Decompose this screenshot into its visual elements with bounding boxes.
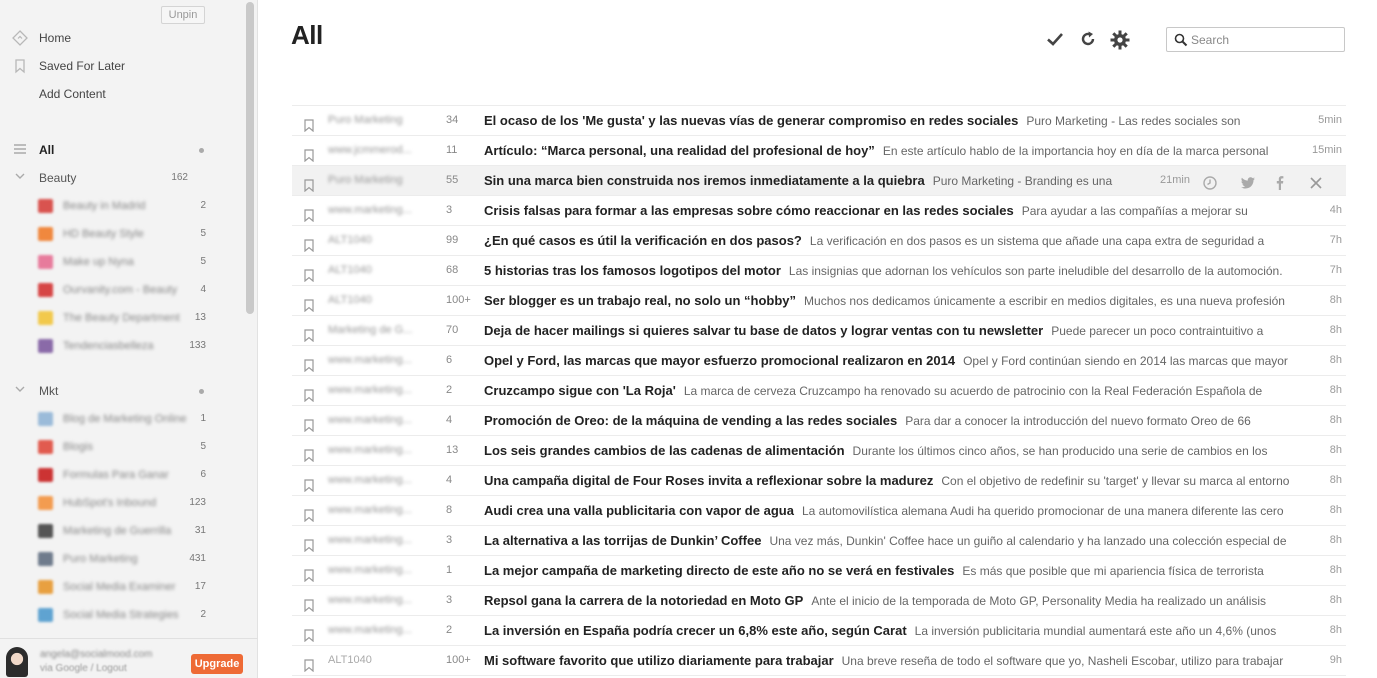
feed-count: 6 bbox=[200, 469, 206, 480]
article-title[interactable]: Cruzcampo sigue con 'La Roja' bbox=[484, 383, 676, 398]
group-count: 162 bbox=[171, 172, 188, 183]
article-age: 8h bbox=[1329, 594, 1342, 606]
search-input[interactable] bbox=[1191, 31, 1339, 48]
feed-favicon-icon bbox=[38, 468, 53, 482]
bookmark-icon[interactable] bbox=[304, 504, 314, 517]
article-row[interactable] bbox=[292, 496, 1346, 526]
feed-item[interactable] bbox=[0, 336, 240, 356]
gear-icon bbox=[1110, 34, 1130, 54]
article-source[interactable]: www.marketing... bbox=[328, 414, 412, 426]
account-logout-link[interactable]: via Google / Logout bbox=[40, 663, 127, 674]
article-text[interactable] bbox=[484, 136, 1302, 166]
feed-favicon-icon bbox=[38, 283, 53, 297]
feed-name: Social Media Examiner bbox=[63, 581, 176, 593]
article-title[interactable]: La mejor campaña de marketing directo de este año no se verá en festivales bbox=[484, 563, 955, 578]
bookmark-icon[interactable] bbox=[304, 204, 314, 217]
article-source[interactable]: ALT1040 bbox=[328, 264, 372, 276]
article-row[interactable] bbox=[292, 466, 1346, 496]
account-email: angela@socialmood.com bbox=[40, 649, 153, 660]
article-snippet: Las insignias que adornan los vehículos son parte ineludible del desarrollo de la automoción. bbox=[788, 264, 1283, 278]
article-source[interactable]: www.marketing... bbox=[328, 624, 412, 636]
feed-item[interactable] bbox=[0, 252, 240, 272]
article-title[interactable]: La alternativa a las torrijas de Dunkin’ Coffee bbox=[484, 533, 762, 548]
article-age: 7h bbox=[1329, 264, 1342, 276]
refresh-button[interactable] bbox=[1077, 30, 1099, 52]
article-snippet: La marca de cerveza Cruzcampo ha renovado su acuerdo de patrocinio con la Real Federación Española de bbox=[683, 384, 1263, 398]
article-text[interactable] bbox=[484, 406, 1302, 436]
article-age: 8h bbox=[1329, 564, 1342, 576]
article-source[interactable]: Puro Marketing bbox=[328, 174, 403, 186]
article-row[interactable] bbox=[292, 586, 1346, 616]
page-title: All bbox=[291, 20, 323, 50]
feed-name: Tendenciasbelleza bbox=[63, 340, 154, 352]
article-age: 8h bbox=[1329, 414, 1342, 426]
feed-item[interactable] bbox=[0, 521, 240, 541]
article-title[interactable]: Una campaña digital de Four Roses invita a reflexionar sobre la madurez bbox=[484, 473, 934, 488]
article-text[interactable] bbox=[484, 616, 1302, 646]
article-title[interactable]: Artículo: “Marca personal, una realidad del profesional de hoy” bbox=[484, 143, 875, 158]
nav-home-label: Home bbox=[39, 31, 72, 45]
feed-item[interactable] bbox=[0, 224, 240, 244]
article-source[interactable]: www.marketing... bbox=[328, 474, 412, 486]
feed-favicon-icon bbox=[38, 496, 53, 510]
sidebar-scrollbar[interactable] bbox=[246, 2, 254, 314]
article-age: 5min bbox=[1318, 114, 1342, 126]
nav-add-content[interactable] bbox=[0, 84, 240, 104]
feed-count: 133 bbox=[189, 340, 206, 351]
article-engagement-count: 34 bbox=[446, 114, 459, 126]
article-source[interactable]: www.marketing... bbox=[328, 354, 412, 366]
article-title[interactable]: La inversión en España podría crecer un 6,8% este año, según Carat bbox=[484, 623, 907, 638]
article-source[interactable]: Puro Marketing bbox=[328, 114, 403, 126]
article-snippet: Una vez más, Dunkin' Coffee hace un guiño al calendario y ha lanzado una colección especial de bbox=[769, 534, 1287, 548]
article-actions bbox=[1160, 166, 1346, 195]
nav-home[interactable] bbox=[0, 28, 240, 48]
article-title[interactable]: El ocaso de los 'Me gusta' y las nuevas vías de generar compromiso en redes sociales bbox=[484, 113, 1019, 128]
article-source[interactable]: Marketing de G... bbox=[328, 324, 413, 336]
article-row[interactable] bbox=[292, 556, 1346, 586]
article-text[interactable] bbox=[484, 526, 1302, 556]
article-age: 15min bbox=[1312, 144, 1342, 156]
article-snippet: Opel y Ford continúan siendo en 2014 las marcas que mayor bbox=[963, 354, 1288, 368]
article-row[interactable] bbox=[292, 286, 1346, 316]
article-age: 8h bbox=[1329, 324, 1342, 336]
mark-all-read-button[interactable] bbox=[1044, 30, 1066, 52]
article-title[interactable]: Opel y Ford, las marcas que mayor esfuerzo promocional realizaron en 2014 bbox=[484, 353, 956, 368]
sidebar-all-label: All bbox=[39, 143, 55, 157]
bookmark-icon[interactable] bbox=[304, 324, 314, 337]
bookmark-icon[interactable] bbox=[304, 354, 314, 367]
article-list bbox=[292, 105, 1346, 676]
article-snippet: En este artículo hablo de la importancia hoy en día de la marca personal bbox=[882, 144, 1269, 158]
article-snippet: La verificación en dos pasos es un sistema que añade una capa extra de seguridad a bbox=[809, 234, 1265, 248]
feed-count: 2 bbox=[200, 609, 206, 620]
feed-item[interactable] bbox=[0, 549, 240, 569]
article-engagement-count: 4 bbox=[446, 414, 453, 426]
chevron-down-icon bbox=[12, 170, 28, 186]
avatar[interactable] bbox=[6, 647, 28, 677]
article-age: 8h bbox=[1329, 504, 1342, 516]
bookmark-icon[interactable] bbox=[304, 234, 314, 247]
bookmark-icon[interactable] bbox=[304, 444, 314, 457]
chevron-down-icon bbox=[12, 383, 28, 399]
article-snippet: La inversión publicitaria mundial aumentará este año un 4,6% (unos bbox=[914, 624, 1277, 638]
article-source[interactable]: www.marketing... bbox=[328, 504, 412, 516]
article-engagement-count: 4 bbox=[446, 474, 453, 486]
bookmark-icon[interactable] bbox=[304, 414, 314, 427]
feed-name: HubSpot's Inbound bbox=[63, 497, 157, 509]
article-age: 7h bbox=[1329, 234, 1342, 246]
article-title[interactable]: Los seis grandes cambios de las cadenas de alimentación bbox=[484, 443, 845, 458]
article-text[interactable] bbox=[484, 316, 1302, 346]
feed-count: 5 bbox=[200, 228, 206, 239]
article-text[interactable] bbox=[484, 556, 1302, 586]
group-mkt[interactable] bbox=[0, 381, 240, 401]
article-source[interactable]: www.marketing... bbox=[328, 384, 412, 396]
feed-count: 123 bbox=[189, 497, 206, 508]
feed-name: Puro Marketing bbox=[63, 553, 138, 565]
feed-item[interactable] bbox=[0, 409, 240, 429]
nav-saved-label: Saved For Later bbox=[39, 59, 126, 73]
feed-favicon-icon bbox=[38, 580, 53, 594]
nav-add-content-label: Add Content bbox=[39, 87, 106, 101]
article-age: 4h bbox=[1329, 204, 1342, 216]
article-engagement-count: 55 bbox=[446, 174, 459, 186]
feed-favicon-icon bbox=[38, 412, 53, 426]
feed-count: 31 bbox=[194, 525, 206, 536]
article-source[interactable]: www.marketing... bbox=[328, 204, 412, 216]
feed-item[interactable] bbox=[0, 196, 240, 216]
article-snippet: Puede parecer un poco contraintuitivo a bbox=[1051, 324, 1264, 338]
article-row[interactable] bbox=[292, 526, 1346, 556]
article-engagement-count: 8 bbox=[446, 504, 453, 516]
article-text[interactable] bbox=[484, 226, 1302, 256]
article-engagement-count: 100+ bbox=[446, 654, 471, 666]
article-title[interactable]: Audi crea una valla publicitaria con vapor de agua bbox=[484, 503, 794, 518]
list-icon bbox=[12, 142, 28, 158]
article-engagement-count: 13 bbox=[446, 444, 459, 456]
article-snippet: Puro Marketing - Las redes sociales son bbox=[1026, 114, 1241, 128]
close-icon[interactable] bbox=[1308, 173, 1324, 189]
article-text[interactable] bbox=[484, 646, 1302, 676]
bookmark-icon[interactable] bbox=[304, 174, 314, 187]
article-row[interactable] bbox=[292, 646, 1346, 676]
article-title[interactable]: Ser blogger es un trabajo real, no solo un “hobby” bbox=[484, 293, 797, 308]
unpin-button[interactable]: Unpin bbox=[161, 6, 205, 24]
article-title[interactable]: Mi software favorito que utilizo diariamente para trabajar bbox=[484, 653, 834, 668]
article-text[interactable] bbox=[484, 436, 1302, 466]
article-snippet: Durante los últimos cinco años, se han producido una serie de cambios en los bbox=[852, 444, 1268, 458]
group-label: Mkt bbox=[39, 384, 59, 398]
feed-count: 1 bbox=[200, 413, 206, 424]
feed-favicon-icon bbox=[38, 552, 53, 566]
article-engagement-count: 68 bbox=[446, 264, 459, 276]
article-text[interactable] bbox=[484, 466, 1302, 496]
feed-favicon-icon bbox=[38, 524, 53, 538]
article-engagement-count: 6 bbox=[446, 354, 453, 366]
article-row[interactable] bbox=[292, 346, 1346, 376]
article-source[interactable]: ALT1040 bbox=[328, 654, 372, 666]
feed-count: 431 bbox=[189, 553, 206, 564]
article-text[interactable] bbox=[484, 496, 1302, 526]
unread-dot bbox=[199, 148, 204, 153]
article-age: 8h bbox=[1329, 624, 1342, 636]
settings-button[interactable] bbox=[1109, 30, 1131, 52]
article-age: 8h bbox=[1329, 444, 1342, 456]
article-row[interactable] bbox=[292, 406, 1346, 436]
feed-item[interactable] bbox=[0, 493, 240, 513]
sidebar bbox=[0, 0, 258, 678]
feed-item[interactable] bbox=[0, 308, 240, 328]
article-age: 8h bbox=[1329, 354, 1342, 366]
article-text[interactable] bbox=[484, 586, 1302, 616]
bookmark-icon[interactable] bbox=[304, 654, 314, 667]
refresh-icon bbox=[1079, 32, 1097, 52]
bookmark-icon[interactable] bbox=[304, 294, 314, 307]
article-engagement-count: 100+ bbox=[446, 294, 471, 306]
feed-favicon-icon bbox=[38, 255, 53, 269]
feed-favicon-icon bbox=[38, 311, 53, 325]
article-source[interactable]: ALT1040 bbox=[328, 234, 372, 246]
article-engagement-count: 3 bbox=[446, 204, 453, 216]
article-title[interactable]: 5 historias tras los famosos logotipos del motor bbox=[484, 263, 781, 278]
article-row[interactable] bbox=[292, 376, 1346, 406]
feed-name: Formulas Para Ganar bbox=[63, 469, 169, 481]
search-icon bbox=[1174, 33, 1188, 47]
article-row[interactable] bbox=[292, 436, 1346, 466]
clock-icon[interactable] bbox=[1202, 173, 1218, 189]
feed-name: Make up Nyna bbox=[63, 256, 134, 268]
group-label: Beauty bbox=[39, 171, 77, 185]
article-age: 8h bbox=[1329, 294, 1342, 306]
article-engagement-count: 3 bbox=[446, 594, 453, 606]
feed-name: Blog de Marketing Online bbox=[63, 413, 187, 425]
article-snippet: Para ayudar a las compañías a mejorar su bbox=[1021, 204, 1248, 218]
article-snippet: La automovilística alemana Audi ha querido promocionar de una manera diferente las cero bbox=[801, 504, 1284, 518]
article-engagement-count: 3 bbox=[446, 534, 453, 546]
checkmark-icon bbox=[1046, 32, 1064, 52]
article-age: 8h bbox=[1329, 384, 1342, 396]
bookmark-icon[interactable] bbox=[304, 264, 314, 277]
feed-favicon-icon bbox=[38, 339, 53, 353]
article-row[interactable] bbox=[292, 196, 1346, 226]
article-engagement-count: 2 bbox=[446, 624, 453, 636]
feed-favicon-icon bbox=[38, 608, 53, 622]
sidebar-all[interactable] bbox=[0, 140, 240, 160]
article-snippet: Es más que posible que mi apariencia física de terrorista bbox=[962, 564, 1264, 578]
search-box[interactable] bbox=[1166, 27, 1345, 52]
article-row[interactable] bbox=[292, 136, 1346, 166]
article-text[interactable] bbox=[484, 166, 1144, 196]
article-row[interactable] bbox=[292, 226, 1346, 256]
article-text[interactable] bbox=[484, 106, 1302, 136]
bookmark-icon[interactable] bbox=[304, 534, 314, 547]
article-text[interactable] bbox=[484, 256, 1302, 286]
feed-favicon-icon bbox=[38, 440, 53, 454]
article-row[interactable] bbox=[292, 106, 1346, 136]
bookmark-icon[interactable] bbox=[304, 564, 314, 577]
feed-item[interactable] bbox=[0, 605, 240, 625]
bookmark-icon[interactable] bbox=[304, 624, 314, 637]
bookmark-icon[interactable] bbox=[304, 384, 314, 397]
feed-count: 13 bbox=[194, 312, 206, 323]
account-bar bbox=[0, 638, 258, 678]
article-row[interactable] bbox=[292, 256, 1346, 286]
facebook-icon[interactable] bbox=[1272, 173, 1288, 189]
article-age: 8h bbox=[1329, 534, 1342, 546]
feed-name: Blogis bbox=[63, 441, 93, 453]
feed-name: Ourvanity.com - Beauty bbox=[63, 284, 178, 296]
feed-favicon-icon bbox=[38, 199, 53, 213]
article-snippet: Puro Marketing - Branding es una bbox=[932, 174, 1113, 188]
bookmark-icon[interactable] bbox=[304, 144, 314, 157]
article-snippet: Una breve reseña de todo el software que yo, Nasheli Escobar, utilizo para trabajar bbox=[841, 654, 1284, 668]
article-snippet: Para dar a conocer la introducción del nuevo formato Oreo de 66 bbox=[905, 414, 1251, 428]
article-row[interactable] bbox=[292, 166, 1346, 196]
unread-dot bbox=[199, 389, 204, 394]
feed-name: The Beauty Department bbox=[63, 312, 180, 324]
feed-count: 17 bbox=[194, 581, 206, 592]
feed-item[interactable] bbox=[0, 577, 240, 597]
article-engagement-count: 99 bbox=[446, 234, 459, 246]
nav-saved-for-later[interactable] bbox=[0, 56, 240, 76]
article-engagement-count: 1 bbox=[446, 564, 453, 576]
feed-favicon-icon bbox=[38, 227, 53, 241]
feed-name: Social Media Strategies bbox=[63, 609, 179, 621]
feed-count: 4 bbox=[200, 284, 206, 295]
feed-item[interactable] bbox=[0, 280, 240, 300]
feed-item[interactable] bbox=[0, 437, 240, 457]
feed-count: 2 bbox=[200, 200, 206, 211]
article-row[interactable] bbox=[292, 616, 1346, 646]
article-text[interactable] bbox=[484, 346, 1302, 376]
bookmark-icon[interactable] bbox=[304, 594, 314, 607]
article-title[interactable]: ¿En qué casos es útil la verificación en dos pasos? bbox=[484, 233, 802, 248]
feed-name: Marketing de Guerrilla bbox=[63, 525, 172, 537]
article-engagement-count: 2 bbox=[446, 384, 453, 396]
upgrade-button[interactable]: Upgrade bbox=[191, 654, 243, 674]
article-row[interactable] bbox=[292, 316, 1346, 346]
article-title[interactable]: Deja de hacer mailings si quieres salvar tu base de datos y lograr ventas con tu newsletter bbox=[484, 323, 1044, 338]
article-title[interactable]: Repsol gana la carrera de la notoriedad en Moto GP bbox=[484, 593, 804, 608]
article-snippet: Muchos nos dedicamos únicamente a escribir en medios digitales, es una nueva profesión bbox=[804, 294, 1285, 308]
feed-item[interactable] bbox=[0, 465, 240, 485]
bookmark-icon[interactable] bbox=[304, 114, 314, 127]
feed-name: HD Beauty Style bbox=[63, 228, 144, 240]
article-snippet: Con el objetivo de redefinir su 'target' y llevar su marca al entorno bbox=[941, 474, 1290, 488]
article-source[interactable]: www.marketing... bbox=[328, 534, 412, 546]
article-title[interactable]: Promoción de Oreo: de la máquina de vending a las redes sociales bbox=[484, 413, 898, 428]
article-source[interactable]: www.marketing... bbox=[328, 444, 412, 456]
article-text[interactable] bbox=[484, 376, 1302, 406]
article-engagement-count: 70 bbox=[446, 324, 459, 336]
bookmark-icon[interactable] bbox=[304, 474, 314, 487]
home-icon bbox=[12, 30, 28, 46]
article-engagement-count: 11 bbox=[446, 144, 458, 156]
article-text[interactable] bbox=[484, 286, 1302, 316]
bookmark-icon bbox=[12, 58, 28, 74]
feed-count: 5 bbox=[200, 256, 206, 267]
article-source[interactable]: www.marketing... bbox=[328, 564, 412, 576]
article-age: 9h bbox=[1329, 654, 1342, 666]
article-snippet: Ante el inicio de la temporada de Moto GP, Personality Media ha realizado un análisis bbox=[811, 594, 1267, 608]
article-text[interactable] bbox=[484, 196, 1302, 226]
article-source[interactable]: www.jcmmerod... bbox=[328, 144, 412, 156]
article-source[interactable]: www.marketing... bbox=[328, 594, 412, 606]
feed-count: 5 bbox=[200, 441, 206, 452]
twitter-icon[interactable] bbox=[1240, 173, 1256, 189]
article-title[interactable]: Sin una marca bien construida nos iremos inmediatamente a la quiebra bbox=[484, 173, 925, 188]
article-source[interactable]: ALT1040 bbox=[328, 294, 372, 306]
group-beauty[interactable] bbox=[0, 168, 240, 188]
feed-name: Beauty in Madrid bbox=[63, 200, 146, 212]
article-age: 8h bbox=[1329, 474, 1342, 486]
article-age: 21min bbox=[1160, 174, 1190, 186]
article-title[interactable]: Crisis falsas para formar a las empresas sobre cómo reaccionar en las redes sociales bbox=[484, 203, 1014, 218]
